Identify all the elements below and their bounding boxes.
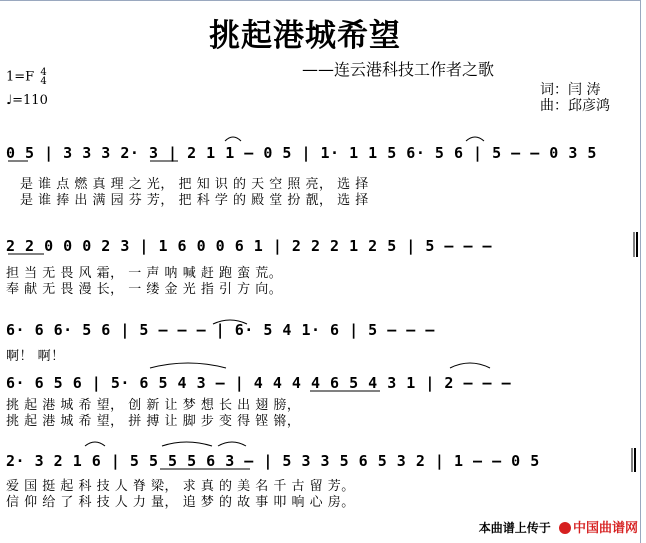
lyricist-credit: 词：闫 涛	[540, 82, 601, 98]
lyrics-row-4-verse-1: 挑 起 港 城 希 望， 创 新 让 梦 想 长 出 翅 膀，	[6, 398, 301, 413]
notation-row-2: 2 2 0 0 0 2 3 | 1 6 0 0 6 1 | 2 2 2 1 2 5 | 5 – – –	[6, 237, 493, 255]
notation-row-1: 0 5 | 3 3 3 2· 3 | 2 1 1 – 0 5 | 1· 1 1 5 6· 5 6 | 5 – – 0 3 5	[6, 144, 597, 162]
notation-row-5: 2· 3 2 1 6 | 5 5 5 5 6 3 – | 5 3 3 5 6 5 3 2 | 1 – – 0 5	[6, 452, 540, 470]
lyrics-row-5-verse-1: 爱 国 挺 起 科 技 人 脊 梁， 求 真 的 美 名 千 古 留 芳。	[6, 479, 355, 494]
slur-7	[162, 442, 212, 446]
key-label: 1=F	[6, 69, 35, 85]
lyrics-row-1-verse-1: 是 谁 点 燃 真 理 之 光， 把 知 识 的 天 空 照 亮， 选 择	[20, 177, 369, 192]
lyrics-row-2-verse-1: 担 当 无 畏 风 霜， 一 声 呐 喊 赶 跑 蛮 荒。	[6, 266, 283, 281]
lyrics-row-5-verse-2: 信 仰 给 了 科 技 人 力 量， 追 梦 的 故 事 叩 响 心 房。	[6, 495, 355, 510]
site-name: 中国曲谱网	[572, 521, 638, 536]
slur-5	[450, 363, 490, 368]
slur-1	[225, 137, 241, 141]
lyrics-row-2-verse-2: 奉 献 无 畏 漫 长， 一 缕 金 光 指 引 方 向。	[6, 282, 283, 297]
slur-4	[150, 363, 226, 368]
footer-credit	[479, 517, 638, 536]
lyrics-row-3-verse-1: 啊！ 啊！	[6, 349, 65, 364]
time-numerator: 4	[40, 67, 47, 78]
slur-6	[85, 442, 105, 446]
notation-row-4: 6· 6 5 6 | 5· 6 5 4 3 – | 4 4 4 4 6 5 4 3 1 | 2 – – –	[6, 374, 512, 392]
song-title: 挑起港城希望	[209, 18, 401, 54]
time-denominator: 4	[40, 76, 47, 87]
composer-credit: 曲：邱彦鸿	[540, 98, 610, 114]
footer-uploaded-text: 本曲谱上传于	[478, 521, 551, 535]
song-subtitle: ——连云港科技工作者之歌	[302, 60, 495, 79]
tempo-mark: ♩=110	[6, 93, 48, 108]
site-logo-icon	[559, 522, 571, 534]
slur-2	[466, 137, 484, 141]
notation-row-3: 6· 6 6· 5 6 | 5 – – – | 6· 5 4 1· 6 | 5 – – –	[6, 321, 435, 339]
lyrics-row-1-verse-2: 是 谁 捧 出 满 园 芬 芳， 把 科 学 的 殿 堂 扮 靓， 选 择	[20, 193, 369, 208]
slur-3	[213, 320, 247, 324]
lyrics-row-4-verse-2: 挑 起 港 城 希 望， 拼 搏 让 脚 步 变 得 铿 锵，	[6, 414, 301, 429]
slur-8	[218, 442, 246, 446]
site-logo[interactable]	[559, 517, 638, 536]
